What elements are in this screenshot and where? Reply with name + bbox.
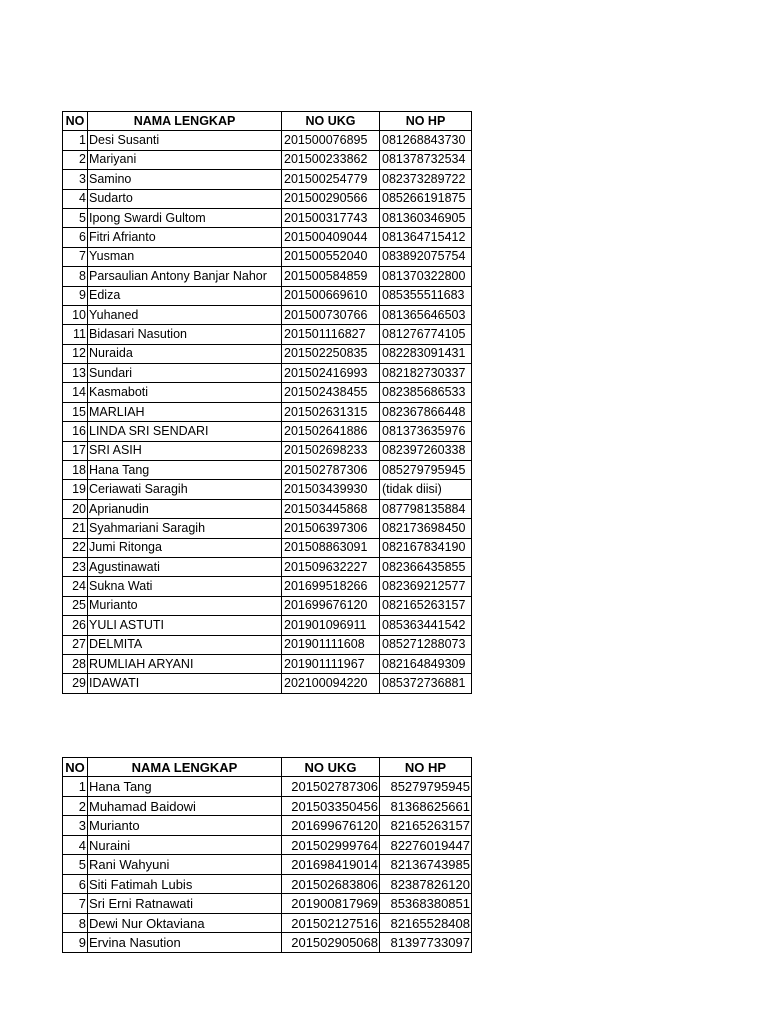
cell-ukg: 202100094220 (282, 674, 380, 693)
participant-table-2 (62, 757, 472, 953)
cell-no: 27 (63, 635, 88, 654)
table-row (63, 577, 472, 596)
cell-ukg: 201502787306 (282, 461, 380, 480)
cell-no: 8 (63, 913, 88, 933)
cell-no: 6 (63, 228, 88, 247)
cell-hp: 81397733097 (380, 933, 472, 953)
cell-name: Muhamad Baidowi (88, 796, 282, 816)
header-hp: NO HP (380, 758, 472, 777)
cell-no: 18 (63, 461, 88, 480)
table-row (63, 441, 472, 460)
cell-no: 10 (63, 305, 88, 324)
cell-ukg: 201901111608 (282, 635, 380, 654)
cell-ukg: 201500233862 (282, 150, 380, 169)
cell-ukg: 201501116827 (282, 325, 380, 344)
cell-hp: 82165528408 (380, 913, 472, 933)
cell-no: 14 (63, 383, 88, 402)
cell-ukg: 201502905068 (282, 933, 380, 953)
cell-ukg: 201500254779 (282, 170, 380, 189)
cell-name: Ipong Swardi Gultom (88, 208, 282, 227)
cell-no: 25 (63, 596, 88, 615)
table-row (63, 364, 472, 383)
table-row (63, 874, 472, 894)
cell-ukg: 201503439930 (282, 480, 380, 499)
cell-no: 9 (63, 933, 88, 953)
table-row (63, 228, 472, 247)
table-row (63, 654, 472, 673)
cell-no: 21 (63, 519, 88, 538)
cell-name: Sri Erni Ratnawati (88, 894, 282, 914)
cell-ukg: 201500584859 (282, 267, 380, 286)
cell-ukg: 201500669610 (282, 286, 380, 305)
table-row (63, 816, 472, 836)
cell-hp: 085271288073 (380, 635, 472, 654)
cell-no: 20 (63, 499, 88, 518)
cell-name: Jumi Ritonga (88, 538, 282, 557)
table-row (63, 557, 472, 576)
cell-name: RUMLIAH ARYANI (88, 654, 282, 673)
table-row (63, 286, 472, 305)
cell-hp: 082373289722 (380, 170, 472, 189)
cell-name: Yuhaned (88, 305, 282, 324)
cell-no: 8 (63, 267, 88, 286)
cell-no: 19 (63, 480, 88, 499)
cell-ukg: 201508863091 (282, 538, 380, 557)
cell-hp: 082173698450 (380, 519, 472, 538)
cell-ukg: 201698419014 (282, 855, 380, 875)
cell-hp: 82276019447 (380, 835, 472, 855)
cell-hp: 085266191875 (380, 189, 472, 208)
table-row (63, 247, 472, 266)
cell-name: Nuraini (88, 835, 282, 855)
cell-no: 3 (63, 816, 88, 836)
table-row (63, 913, 472, 933)
cell-hp: 82136743985 (380, 855, 472, 875)
cell-hp: 85368380851 (380, 894, 472, 914)
cell-ukg: 201502127516 (282, 913, 380, 933)
header-name: NAMA LENGKAP (88, 758, 282, 777)
cell-ukg: 201503445868 (282, 499, 380, 518)
header-no: NO (63, 112, 88, 131)
cell-ukg: 201699518266 (282, 577, 380, 596)
cell-no: 6 (63, 874, 88, 894)
cell-ukg: 201506397306 (282, 519, 380, 538)
cell-name: Dewi Nur Oktaviana (88, 913, 282, 933)
cell-name: Rani Wahyuni (88, 855, 282, 875)
cell-hp: 081360346905 (380, 208, 472, 227)
cell-hp: 085363441542 (380, 616, 472, 635)
cell-hp: 85279795945 (380, 777, 472, 797)
cell-name: Ediza (88, 286, 282, 305)
cell-no: 1 (63, 777, 88, 797)
cell-ukg: 201502787306 (282, 777, 380, 797)
table-row (63, 777, 472, 797)
cell-ukg: 201502999764 (282, 835, 380, 855)
cell-name: Fitri Afrianto (88, 228, 282, 247)
cell-ukg: 201699676120 (282, 596, 380, 615)
table-header-row (63, 112, 472, 131)
header-no: NO (63, 758, 88, 777)
table-row (63, 131, 472, 150)
table-row (63, 933, 472, 953)
table-row (63, 208, 472, 227)
cell-name: IDAWATI (88, 674, 282, 693)
cell-name: Aprianudin (88, 499, 282, 518)
cell-ukg: 201502250835 (282, 344, 380, 363)
cell-ukg: 201502683806 (282, 874, 380, 894)
cell-hp: 082385686533 (380, 383, 472, 402)
cell-ukg: 201500290566 (282, 189, 380, 208)
table-row (63, 635, 472, 654)
cell-name: Kasmaboti (88, 383, 282, 402)
cell-name: Siti Fatimah Lubis (88, 874, 282, 894)
cell-ukg: 201500409044 (282, 228, 380, 247)
cell-no: 7 (63, 247, 88, 266)
cell-ukg: 201502698233 (282, 441, 380, 460)
cell-hp: 81368625661 (380, 796, 472, 816)
cell-no: 3 (63, 170, 88, 189)
table-row (63, 267, 472, 286)
cell-name: SRI ASIH (88, 441, 282, 460)
cell-name: Hana Tang (88, 461, 282, 480)
cell-hp: 081365646503 (380, 305, 472, 324)
table-row (63, 150, 472, 169)
cell-no: 4 (63, 189, 88, 208)
cell-name: Murianto (88, 816, 282, 836)
cell-no: 26 (63, 616, 88, 635)
cell-hp: 081373635976 (380, 422, 472, 441)
table-row (63, 305, 472, 324)
cell-no: 9 (63, 286, 88, 305)
cell-no: 1 (63, 131, 88, 150)
cell-no: 28 (63, 654, 88, 673)
cell-name: Ceriawati Saragih (88, 480, 282, 499)
cell-no: 16 (63, 422, 88, 441)
cell-name: Murianto (88, 596, 282, 615)
table-row (63, 894, 472, 914)
header-ukg: NO UKG (282, 112, 380, 131)
table-header-row (63, 758, 472, 777)
cell-ukg: 201500730766 (282, 305, 380, 324)
cell-no: 12 (63, 344, 88, 363)
table-row (63, 538, 472, 557)
table-row (63, 402, 472, 421)
cell-hp: 085355511683 (380, 286, 472, 305)
cell-hp: 082164849309 (380, 654, 472, 673)
cell-name: Hana Tang (88, 777, 282, 797)
cell-hp: 085279795945 (380, 461, 472, 480)
cell-name: Nuraida (88, 344, 282, 363)
header-ukg: NO UKG (282, 758, 380, 777)
table-row (63, 499, 472, 518)
participant-table-1 (62, 111, 472, 694)
cell-hp: 82387826120 (380, 874, 472, 894)
header-hp: NO HP (380, 112, 472, 131)
cell-name: Mariyani (88, 150, 282, 169)
cell-no: 29 (63, 674, 88, 693)
cell-no: 22 (63, 538, 88, 557)
cell-hp: 081268843730 (380, 131, 472, 150)
cell-no: 24 (63, 577, 88, 596)
cell-hp: 081364715412 (380, 228, 472, 247)
cell-no: 2 (63, 796, 88, 816)
cell-ukg: 201901096911 (282, 616, 380, 635)
cell-no: 5 (63, 855, 88, 875)
table-row (63, 855, 472, 875)
cell-name: Parsaulian Antony Banjar Nahor (88, 267, 282, 286)
cell-name: Sukna Wati (88, 577, 282, 596)
cell-hp: 082283091431 (380, 344, 472, 363)
cell-name: Sudarto (88, 189, 282, 208)
cell-ukg: 201500076895 (282, 131, 380, 150)
cell-ukg: 201502416993 (282, 364, 380, 383)
table-row (63, 480, 472, 499)
cell-name: Agustinawati (88, 557, 282, 576)
header-name: NAMA LENGKAP (88, 112, 282, 131)
cell-name: YULI ASTUTI (88, 616, 282, 635)
table-row (63, 422, 472, 441)
cell-ukg: 201509632227 (282, 557, 380, 576)
cell-name: Desi Susanti (88, 131, 282, 150)
cell-no: 5 (63, 208, 88, 227)
cell-no: 11 (63, 325, 88, 344)
cell-name: Bidasari Nasution (88, 325, 282, 344)
table-row (63, 170, 472, 189)
cell-ukg: 201500317743 (282, 208, 380, 227)
cell-no: 17 (63, 441, 88, 460)
cell-hp: 082167834190 (380, 538, 472, 557)
table-row (63, 796, 472, 816)
cell-ukg: 201699676120 (282, 816, 380, 836)
cell-no: 2 (63, 150, 88, 169)
cell-hp: 081370322800 (380, 267, 472, 286)
cell-hp: 082165263157 (380, 596, 472, 615)
cell-name: Yusman (88, 247, 282, 266)
cell-hp: 82165263157 (380, 816, 472, 836)
cell-ukg: 201502631315 (282, 402, 380, 421)
cell-no: 13 (63, 364, 88, 383)
table-row (63, 344, 472, 363)
cell-no: 7 (63, 894, 88, 914)
cell-ukg: 201901111967 (282, 654, 380, 673)
cell-name: Ervina Nasution (88, 933, 282, 953)
cell-hp: 082369212577 (380, 577, 472, 596)
cell-ukg: 201502438455 (282, 383, 380, 402)
table-row (63, 616, 472, 635)
cell-hp: 087798135884 (380, 499, 472, 518)
cell-name: DELMITA (88, 635, 282, 654)
cell-hp: 083892075754 (380, 247, 472, 266)
table-row (63, 461, 472, 480)
cell-hp: 081276774105 (380, 325, 472, 344)
table-row (63, 519, 472, 538)
cell-name: Samino (88, 170, 282, 189)
table-row (63, 596, 472, 615)
table-row (63, 383, 472, 402)
table-row (63, 189, 472, 208)
cell-hp: 082182730337 (380, 364, 472, 383)
cell-name: Syahmariani Saragih (88, 519, 282, 538)
cell-no: 4 (63, 835, 88, 855)
cell-name: Sundari (88, 364, 282, 383)
table-row (63, 674, 472, 693)
cell-no: 23 (63, 557, 88, 576)
cell-ukg: 201503350456 (282, 796, 380, 816)
cell-name: LINDA SRI SENDARI (88, 422, 282, 441)
cell-hp: 082397260338 (380, 441, 472, 460)
cell-no: 15 (63, 402, 88, 421)
cell-ukg: 201500552040 (282, 247, 380, 266)
cell-hp: 082366435855 (380, 557, 472, 576)
table-row (63, 835, 472, 855)
cell-hp: 082367866448 (380, 402, 472, 421)
cell-hp: (tidak diisi) (380, 480, 472, 499)
table-row (63, 325, 472, 344)
cell-hp: 081378732534 (380, 150, 472, 169)
cell-hp: 085372736881 (380, 674, 472, 693)
cell-ukg: 201900817969 (282, 894, 380, 914)
cell-name: MARLIAH (88, 402, 282, 421)
cell-ukg: 201502641886 (282, 422, 380, 441)
